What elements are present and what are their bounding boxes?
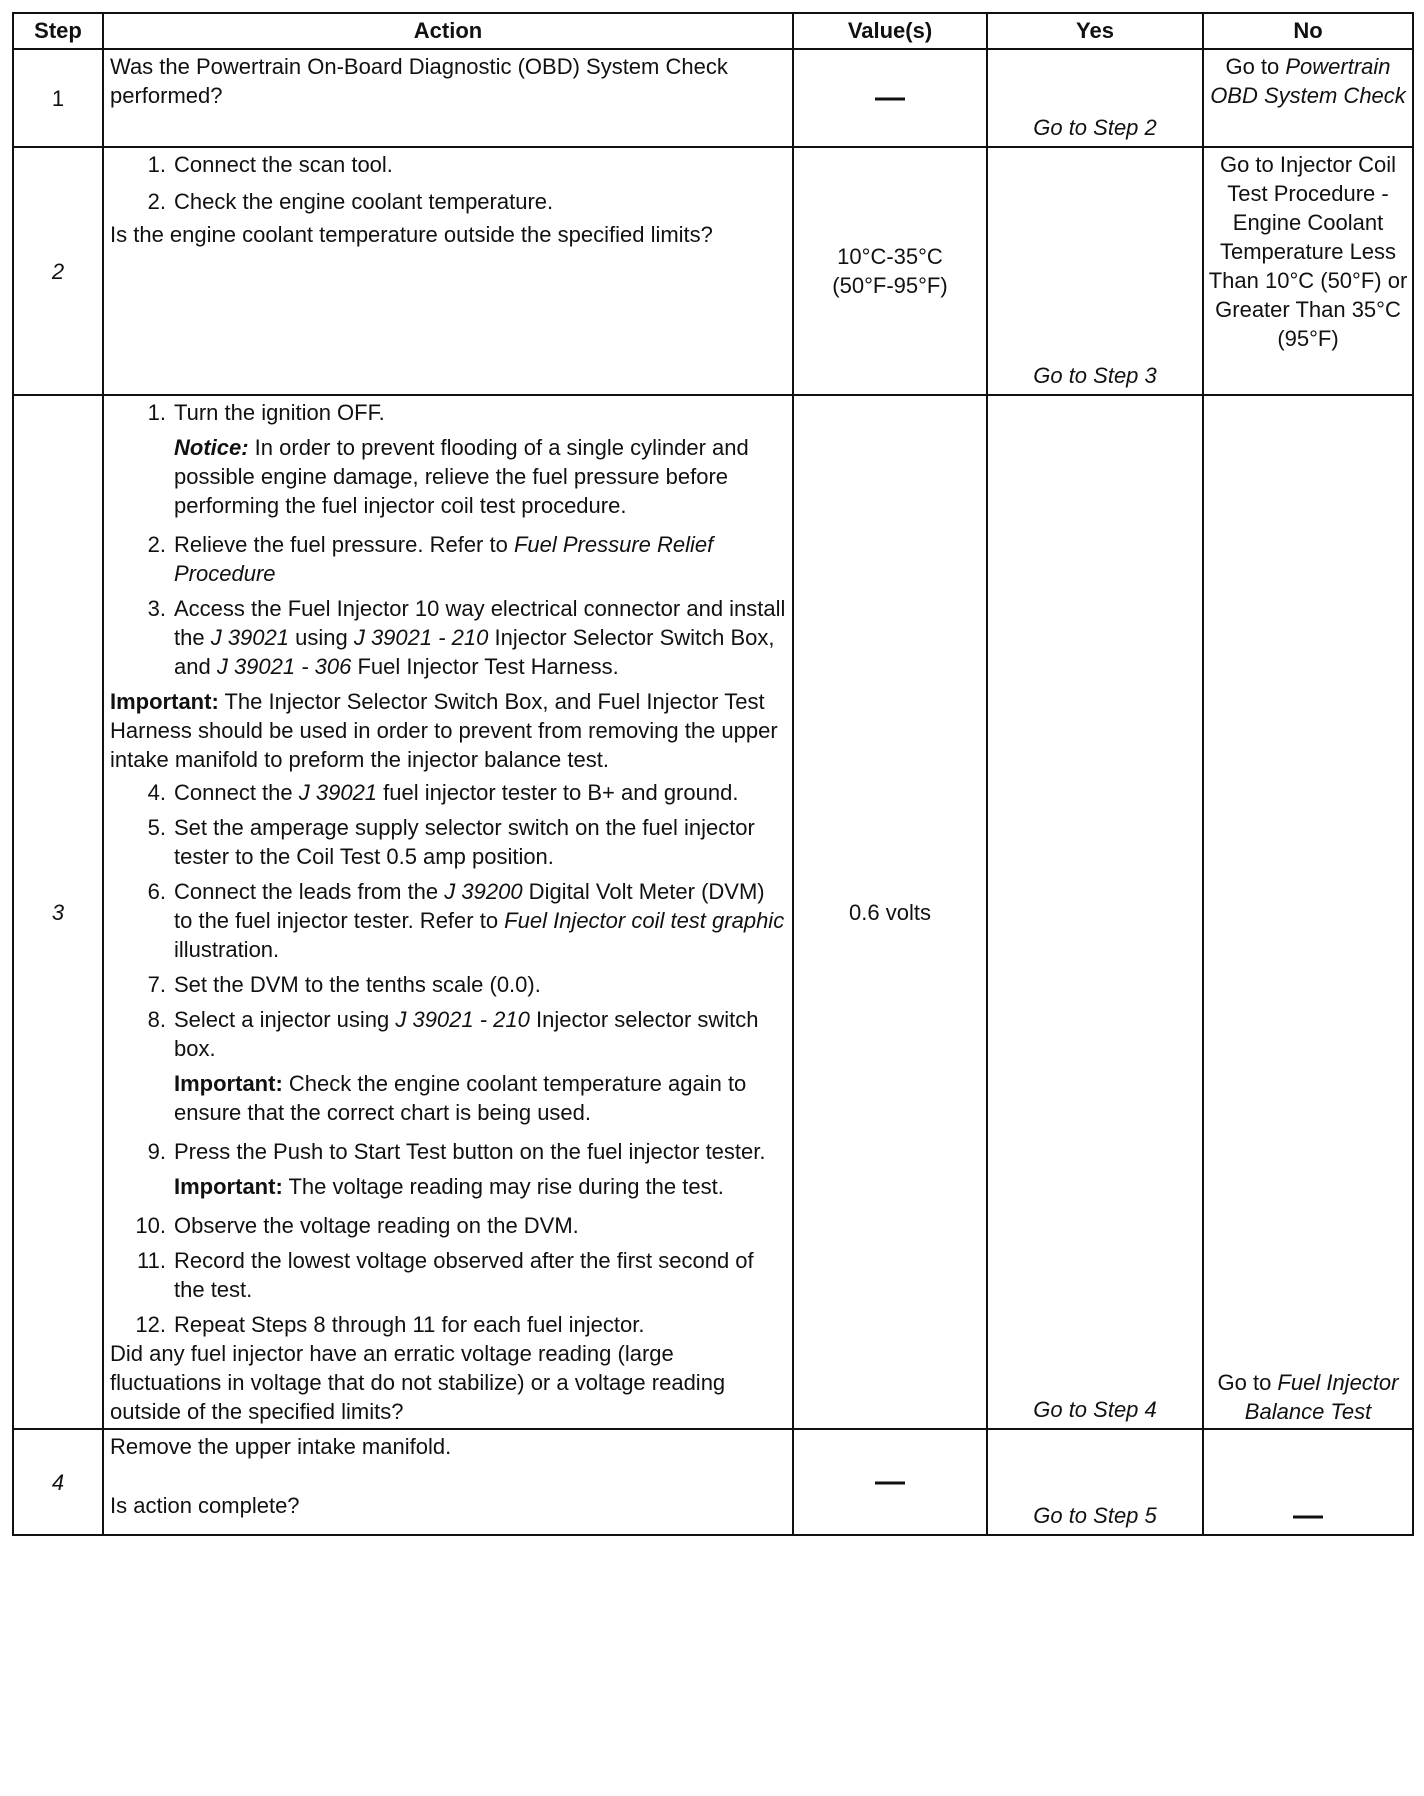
list-item: 1. Connect the scan tool. [147, 152, 393, 177]
action-list [110, 1211, 786, 1339]
step-value: 0.6 volts [793, 395, 987, 1429]
yes-link[interactable]: Go to Step 3 [987, 147, 1203, 395]
step-value: — [793, 49, 987, 147]
yes-link[interactable]: Go to Step 5 [987, 1429, 1203, 1535]
diagnostic-table [12, 12, 1414, 1536]
header-step: Step [13, 13, 103, 49]
no-link[interactable]: Go to Powertrain OBD System Check [1203, 49, 1413, 147]
yes-link[interactable]: Go to Step 4 [987, 395, 1203, 1429]
list-item: 2. Check the engine coolant temperature. [147, 189, 554, 214]
header-yes: Yes [987, 13, 1203, 49]
no-link[interactable]: Go to Fuel Injector Balance Test [1203, 395, 1413, 1429]
step-instruction: Remove the upper intake manifold. [110, 1434, 452, 1459]
step-value: — [793, 1429, 987, 1535]
list-item: 8. Select a injector using J 39021 - 210 Injector selector switch box. [147, 1007, 759, 1061]
list-item: 2. Relieve the fuel pressure. Refer to Fuel Pressure Relief Procedure [147, 532, 714, 586]
list-item: 11. Record the lowest voltage observed after the first second of the test. [137, 1248, 754, 1302]
action-list [110, 530, 786, 681]
important-block: Important: The Injector Selector Switch Box, and Fuel Injector Test Harness should be used in order to prevent from removing the upper intake manifold to preform the injector balance test. [110, 689, 778, 772]
step-action [103, 147, 793, 395]
step-action: Was the Powertrain On-Board Diagnostic (OBD) System Check performed? [103, 49, 793, 147]
list-item: 3. Access the Fuel Injector 10 way electrical connector and install the J 39021 using J 39021 - 210 Injector Selector Switch Box, and J 39021 - 306 Fuel Injector Test Harness. [147, 596, 786, 679]
step-number: 3 [13, 395, 103, 1429]
list-item: 10. Observe the voltage reading on the DVM. [135, 1213, 579, 1238]
yes-link[interactable]: Go to Step 2 [987, 49, 1203, 147]
step-number: 4 [13, 1429, 103, 1535]
action-list [110, 1137, 786, 1166]
table-row [13, 147, 1413, 395]
no-link[interactable]: Go to Injector Coil Test Procedure - Engine Coolant Temperature Less Than 10°C (50°F) or Greater Than 35°C (95°F) [1203, 147, 1413, 395]
action-list [110, 150, 786, 216]
important-block: Important: The voltage reading may rise during the test. [174, 1174, 724, 1199]
step-question: Did any fuel injector have an erratic voltage reading (large fluctuations in voltage that do not stabilize) or a voltage reading outside of the specified limits? [110, 1341, 726, 1424]
list-item: 6. Connect the leads from the J 39200 Digital Volt Meter (DVM) to the fuel injector tester. Refer to Fuel Injector coil test graphic illustration. [147, 879, 785, 962]
list-item: 4. Connect the J 39021 fuel injector tester to B+ and ground. [147, 780, 739, 805]
table-row [13, 395, 1413, 1429]
important-block: Important: Check the engine coolant temperature again to ensure that the correct chart is being used. [174, 1071, 747, 1125]
list-item: 1. Turn the ignition OFF. [147, 400, 385, 425]
header-action: Action [103, 13, 793, 49]
table-row [13, 49, 1413, 147]
list-item: 12. Repeat Steps 8 through 11 for each fuel injector. [135, 1312, 645, 1337]
list-item: 9. Press the Push to Start Test button on the fuel injector tester. [147, 1139, 766, 1164]
step-value: 10°C-35°C (50°F-95°F) [793, 147, 987, 395]
table-row [13, 1429, 1413, 1535]
list-item: 5. Set the amperage supply selector switch on the fuel injector tester to the Coil Test 0.5 amp position. [147, 815, 755, 869]
step-question: Is the engine coolant temperature outside the specified limits? [110, 222, 713, 247]
header-value: Value(s) [793, 13, 987, 49]
step-question: Is action complete? [110, 1493, 300, 1518]
notice-block: Notice: In order to prevent flooding of a single cylinder and possible engine damage, relieve the fuel pressure before performing the fuel injector coil test procedure. [174, 435, 749, 518]
step-action [103, 1429, 793, 1535]
header-no: No [1203, 13, 1413, 49]
no-value: — [1203, 1429, 1413, 1535]
step-number: 1 [13, 49, 103, 147]
list-item: 7. Set the DVM to the tenths scale (0.0). [147, 972, 541, 997]
action-list [110, 398, 786, 427]
action-list [110, 778, 786, 1063]
step-number: 2 [13, 147, 103, 395]
step-action [103, 395, 793, 1429]
header-row [13, 13, 1413, 49]
